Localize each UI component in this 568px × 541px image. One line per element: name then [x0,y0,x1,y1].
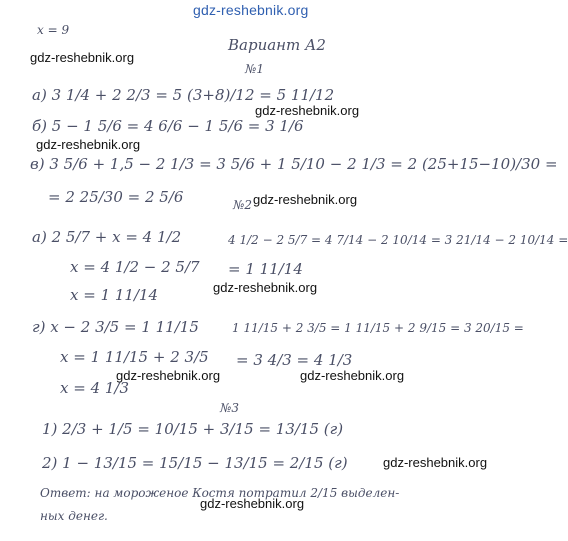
task-2g-step: x = 1 11/15 + 2 3/5 [60,348,209,366]
task-2-title: №2 [233,198,252,212]
task-1v-line2: = 2 25/30 = 2 5/6 [48,188,184,206]
header-x-value: x = 9 [37,23,70,37]
task-2a-answer: x = 1 11/14 [70,286,159,304]
task-1a: а) 3 1/4 + 2 2/3 = 5 (3+8)/12 = 5 11/12 [32,86,335,104]
task-1v-line1: в) 3 5/6 + 1,5 − 2 1/3 = 3 5/6 + 1 5/10 − 2 1/3 = 2 (25+15−10)/30 = [30,155,558,173]
task-3-answer-line2: ных денег. [40,509,108,523]
task-2a-eq: а) 2 5/7 + x = 4 1/2 [32,228,182,246]
task-3-step2: 2) 1 − 13/15 = 15/15 − 13/15 = 2/15 (г) [42,454,348,472]
watermark: gdz-reshebnik.org [116,368,221,383]
task-1b: б) 5 − 1 5/6 = 4 6/6 − 1 5/6 = 3 1/6 [32,117,304,135]
task-2g-answer: x = 4 1/3 [60,379,130,397]
watermark: gdz-reshebnik.org [200,496,305,511]
task-3-step1: 1) 2/3 + 1/5 = 10/15 + 3/15 = 13/15 (г) [42,420,344,438]
task-3-title: №3 [220,401,239,415]
task-3-answer-line1: Ответ: на мороженое Костя потратил 2/15 выделен- [40,486,400,500]
task-2g-eq: г) x − 2 3/5 = 1 11/15 [32,318,199,336]
task-2a-step: x = 4 1/2 − 2 5/7 [70,258,200,276]
watermark-top: gdz-reshebnik.org [193,2,309,18]
watermark: gdz-reshebnik.org [213,280,318,295]
watermark: gdz-reshebnik.org [255,103,360,118]
watermark: gdz-reshebnik.org [300,368,405,383]
watermark: gdz-reshebnik.org [253,192,358,207]
variant-title: Вариант А2 [228,36,326,54]
task-2g-calc-line1: 1 11/15 + 2 3/5 = 1 11/15 + 2 9/15 = 3 20/15 = [232,321,524,335]
watermark: gdz-reshebnik.org [383,455,488,470]
task-1-title: №1 [245,62,264,76]
watermark: gdz-reshebnik.org [36,137,141,152]
watermark: gdz-reshebnik.org [30,50,135,65]
task-2g-calc-line2: = 3 4/3 = 4 1/3 [236,351,353,369]
task-2a-calc-line1: 4 1/2 − 2 5/7 = 4 7/14 − 2 10/14 = 3 21/14 − 2 10/14 = [228,233,568,247]
task-2a-calc-line2: = 1 11/14 [228,260,303,278]
